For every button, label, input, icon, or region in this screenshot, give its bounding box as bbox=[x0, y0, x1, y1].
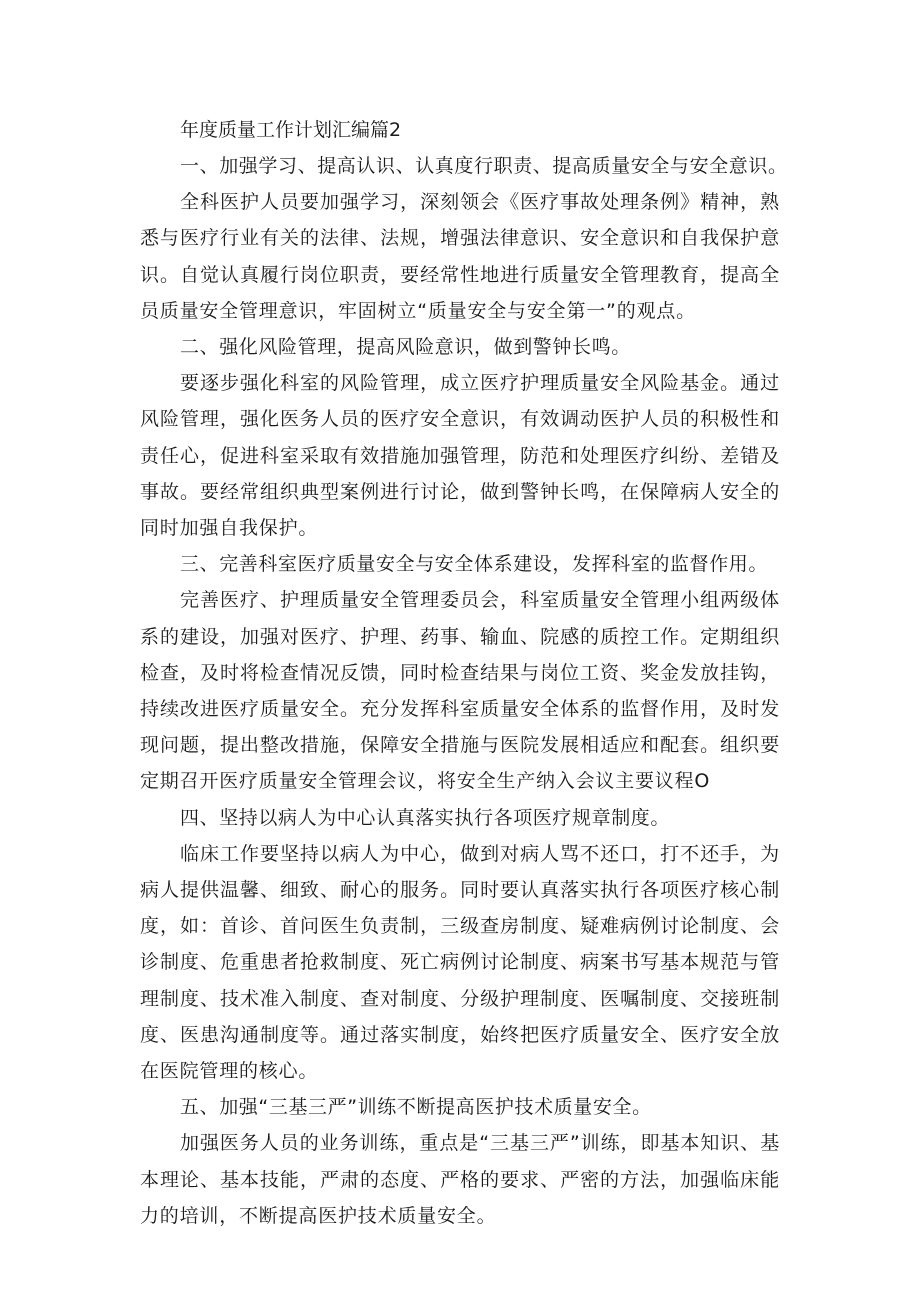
section-heading-1: 一、加强学习、提高认识、认真度行职责、提高质量安全与安全意识。 bbox=[180, 155, 788, 177]
section-body-3: 完善医疗、护理质量安全管理委员会，科室质量安全管理小组两级体系的建设，加强对医疗、护理、药事、输血、院感的质控工作。定期组织检查，及时将检查情况反馈，同时检查结果与岗位工资、奖金发放挂钩，持续改进医疗质量安全。充分发挥科室质量安全体系的监督作用，及时发现问题，提出整改措施，保障安全措施与医院发展相适应和配套。组织要定期召开医疗质量安全管理会议，将安全生产纳入会议主要议程O bbox=[140, 589, 780, 793]
document-page bbox=[140, 112, 788, 1234]
section-body-1: 全科医护人员要加强学习，深刻领会《医疗事故处理条例》精神，熟悉与医疗行业有关的法律、法规，增强法律意识、安全意识和自我保护意识。自觉认真履行岗位职责，要经常性地进行质量安全管理教育，提高全员质量安全管理意识，牢固树立“质量安全与安全第一”的观点。 bbox=[140, 191, 780, 322]
section-heading-4: 四、坚持以病人为中心认真落实执行各项医疗规章制度。 bbox=[180, 806, 671, 829]
section-body-4: 临床工作要坚持以病人为中心，做到对病人骂不还口，打不还手，为病人提供温馨、细致、耐心的服务。同时要认真落实执行各项医疗核心制度，如：首诊、首问医生负责制，三级查房制度、疑难病例讨论制度、会诊制度、危重患者抢救制度、死亡病例讨论制度、病案书写基本规范与管理制度、技术准入制度、查对制度、分级护理制度、医嘱制度、交接班制度、医患沟通制度等。通过落实制度，始终把医疗质量安全、医疗安全放在医院管理的核心。 bbox=[140, 842, 780, 1083]
section-body-5: 加强医务人员的业务训练，重点是“三基三严”训练，即基本知识、基本理论、基本技能，严肃的态度、严格的要求、严密的方法，加强临床能力的培训，不断提高医护技术质量安全。 bbox=[140, 1132, 780, 1227]
section-body-2: 要逐步强化科室的风险管理，成立医疗护理质量安全风险基金。通过风险管理，强化医务人员的医疗安全意识，有效调动医护人员的积极性和责任心，促进科室采取有效措施加强管理，防范和处理医疗纠纷、差错及事故。要经常组织典型案例进行讨论，做到警钟长鸣，在保障病人安全的同时加强自我保护。 bbox=[140, 372, 780, 540]
section-heading-5: 五、加强“三基三严”训练不断提高医护技术质量安全。 bbox=[180, 1096, 652, 1119]
document-title: 年度质量工作计划汇编篇2 bbox=[180, 119, 402, 141]
section-heading-3: 三、完善科室医疗质量安全与安全体系建设，发挥科室的监督作用。 bbox=[180, 553, 769, 576]
section-heading-2: 二、强化风险管理，提高风险意识，做到警钟长鸣。 bbox=[180, 336, 631, 359]
